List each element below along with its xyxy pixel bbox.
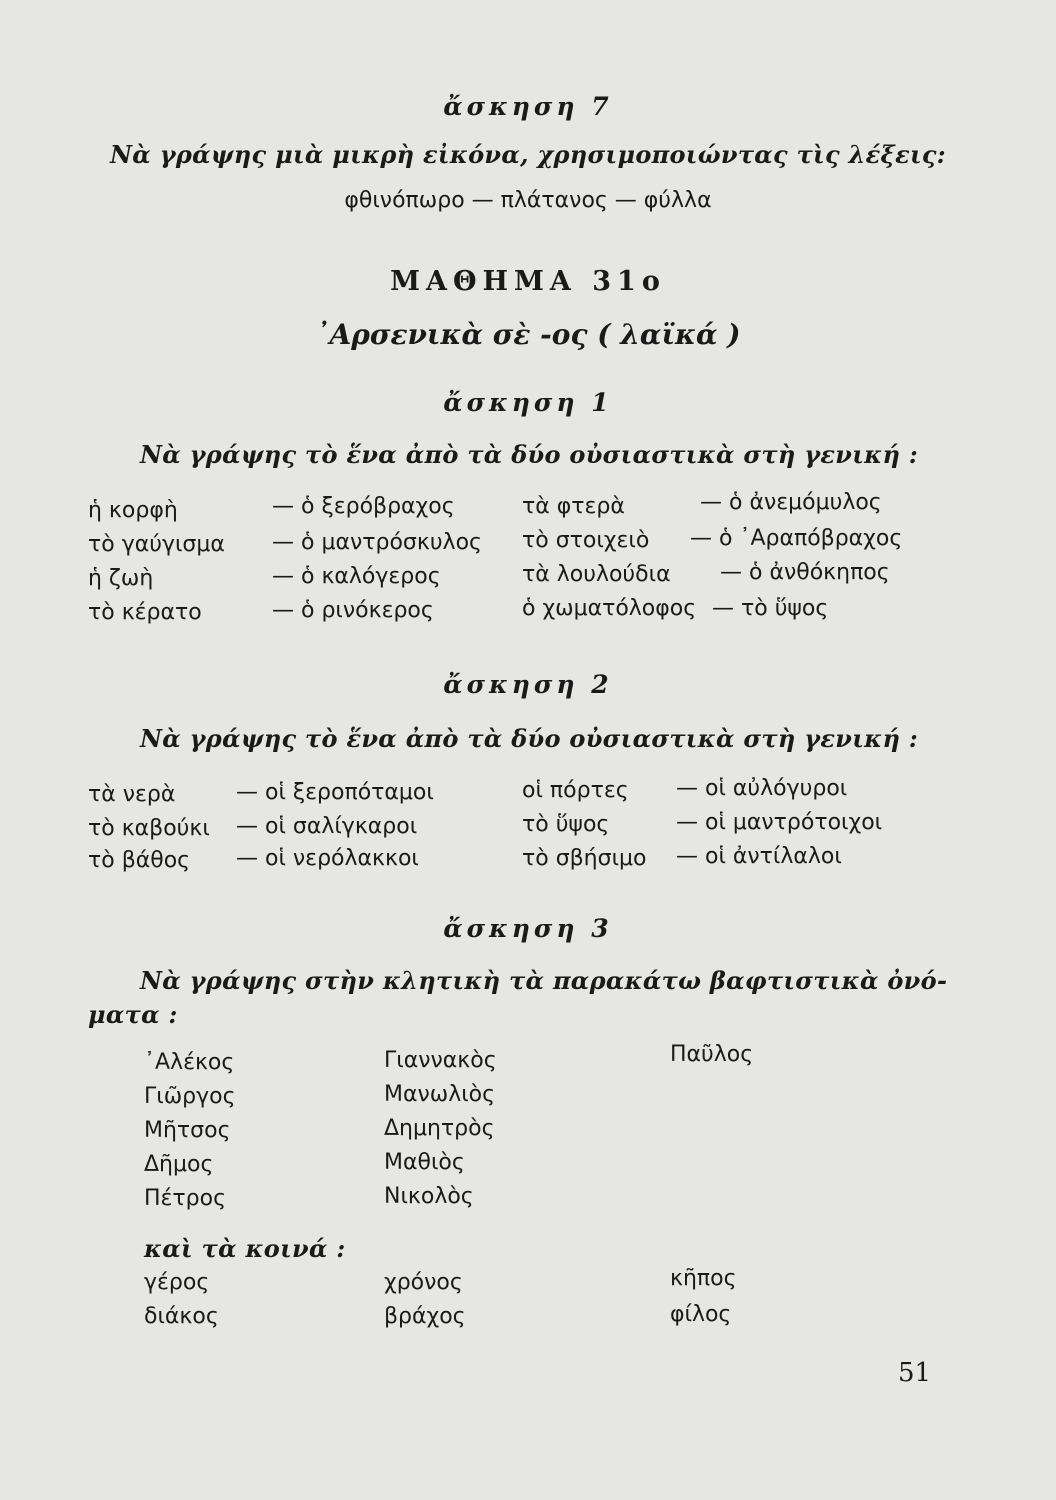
exercise-3-instruction-line2: ματα : xyxy=(88,1000,178,1029)
common-nouns-label: καὶ τὰ κοινά : xyxy=(144,1234,346,1263)
name-item: Μαθιὸς xyxy=(384,1150,465,1175)
lesson-title: ΜΑΘΗΜΑ 31ο xyxy=(390,266,666,297)
ex2-cell: τὸ καβούκι xyxy=(88,816,210,841)
common-noun: χρόνος xyxy=(384,1270,463,1295)
exercise-3-heading: ἄσκηση 3 xyxy=(443,914,613,943)
ex1-cell: — ὁ ρινόκερος xyxy=(272,598,434,623)
ex1-cell: — ὁ ἀνεμόμυλος xyxy=(700,490,882,515)
exercise-7-words: φθινόπωρο — πλάτανος — φύλλα xyxy=(344,188,712,213)
ex2-cell: — οἱ μαντρότοιχοι xyxy=(676,810,883,835)
ex2-cell: τὰ νερὰ xyxy=(88,782,176,807)
exercise-2-heading: ἄσκηση 2 xyxy=(443,670,613,699)
common-noun: βράχος xyxy=(384,1304,466,1329)
ex2-cell: — οἱ αὐλόγυροι xyxy=(676,776,848,801)
exercise-3-instruction-line1: Νὰ γράψης στὴν κλητικὴ τὰ παρακάτω βαφτιστικὰ ὀνό- xyxy=(140,966,948,995)
name-item: ᾿Αλέκος xyxy=(144,1050,235,1075)
name-item: Δῆμος xyxy=(144,1152,214,1177)
ex2-cell: — οἱ ξεροπόταμοι xyxy=(236,780,434,805)
common-noun: διάκος xyxy=(144,1304,219,1329)
ex1-cell: — τὸ ὕψος xyxy=(712,596,829,621)
exercise-7-instruction: Νὰ γράψης μιὰ μικρὴ εἰκόνα, χρησιμοποιώντας τὶς λέξεις: xyxy=(110,140,946,169)
name-item: Νικολὸς xyxy=(384,1184,474,1209)
ex1-cell: τὸ γαύγισμα xyxy=(88,532,225,557)
ex1-cell: — ὁ ᾿Αραπόβραχος xyxy=(690,526,903,551)
name-item: Πέτρος xyxy=(144,1186,227,1211)
exercise-7-heading: ἄσκηση 7 xyxy=(443,92,613,121)
ex2-cell: οἱ πόρτες xyxy=(522,778,629,803)
ex2-cell: — οἱ νερόλακκοι xyxy=(236,846,419,871)
ex1-cell: — ὁ μαντρόσκυλος xyxy=(272,530,482,555)
common-noun: γέρος xyxy=(144,1270,210,1295)
name-item: Γιαννακὸς xyxy=(384,1048,497,1073)
ex1-cell: τὰ φτερὰ xyxy=(522,494,625,519)
lesson-subtitle: ᾿Αρσενικὰ σὲ -ος ( λαϊκά ) xyxy=(315,318,741,351)
name-item: Μανωλιὸς xyxy=(384,1082,496,1107)
name-item: Μῆτσος xyxy=(144,1118,231,1143)
name-item: Δημητρὸς xyxy=(384,1116,495,1141)
ex2-cell: τὸ ὕψος xyxy=(522,812,610,837)
ex1-cell: — ὁ καλόγερος xyxy=(272,564,441,589)
page-number: 51 xyxy=(898,1358,932,1388)
ex1-cell: ὁ χωματόλοφος xyxy=(522,596,697,621)
ex1-cell: τὸ στοιχειὸ xyxy=(522,528,650,553)
ex1-cell: τὰ λουλούδια xyxy=(522,562,671,587)
name-item: Παῦλος xyxy=(670,1042,754,1067)
common-noun: κῆπος xyxy=(670,1266,737,1291)
ex1-cell: ἡ κορφὴ xyxy=(88,498,178,523)
ex2-cell: — οἱ ἀντίλαλοι xyxy=(676,844,842,869)
ex2-cell: — οἱ σαλίγκαροι xyxy=(236,814,418,839)
exercise-1-heading: ἄσκηση 1 xyxy=(443,388,613,417)
ex2-cell: τὸ σβήσιμο xyxy=(522,846,647,871)
exercise-1-instruction: Νὰ γράψης τὸ ἕνα ἀπὸ τὰ δύο οὐσιαστικὰ στὴ γενική : xyxy=(140,440,919,469)
common-noun: φίλος xyxy=(670,1302,732,1327)
exercise-2-instruction: Νὰ γράψης τὸ ἕνα ἀπὸ τὰ δύο οὐσιαστικὰ στὴ γενική : xyxy=(140,724,919,753)
ex1-cell: τὸ κέρατο xyxy=(88,600,202,625)
name-item: Γιῶργος xyxy=(144,1084,236,1109)
ex1-cell: ἡ ζωὴ xyxy=(88,566,154,591)
ex1-cell: — ὁ ξερόβραχος xyxy=(272,494,455,519)
ex1-cell: — ὁ ἀνθόκηπος xyxy=(720,560,890,585)
ex2-cell: τὸ βάθος xyxy=(88,848,191,873)
